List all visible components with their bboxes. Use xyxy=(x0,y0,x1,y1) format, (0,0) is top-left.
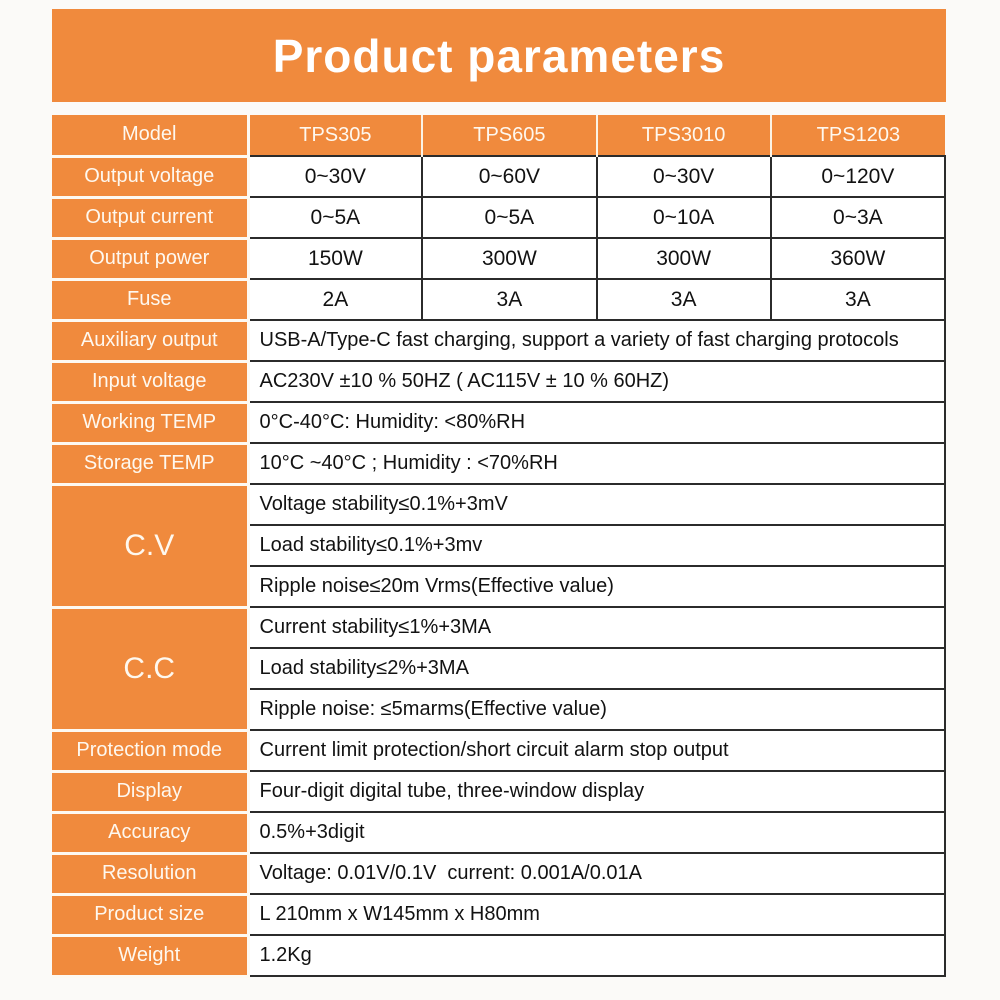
table-row xyxy=(52,812,945,853)
row-label: Accuracy xyxy=(52,812,248,853)
parameters-table-body xyxy=(52,115,945,976)
value-cell: 3A xyxy=(597,279,771,320)
row-label: Working TEMP xyxy=(52,402,248,443)
value-cell: 300W xyxy=(597,238,771,279)
table-row xyxy=(52,361,945,402)
table-row xyxy=(52,443,945,484)
table-row xyxy=(52,279,945,320)
table-row xyxy=(52,484,945,525)
row-label: Fuse xyxy=(52,279,248,320)
value-cell-full: Voltage: 0.01V/0.1V current: 0.001A/0.01A xyxy=(248,853,945,894)
value-cell: 0~120V xyxy=(771,156,945,197)
row-label: Storage TEMP xyxy=(52,443,248,484)
value-cell: 2A xyxy=(248,279,422,320)
column-header-cell: TPS3010 xyxy=(597,115,771,156)
value-cell: 300W xyxy=(422,238,596,279)
table-row xyxy=(52,853,945,894)
row-label: Protection mode xyxy=(52,730,248,771)
row-label: Resolution xyxy=(52,853,248,894)
value-cell: 3A xyxy=(771,279,945,320)
table-row xyxy=(52,730,945,771)
value-cell-full: 0°C-40°C: Humidity: <80%RH xyxy=(248,402,945,443)
title-banner xyxy=(52,9,946,102)
row-label: Input voltage xyxy=(52,361,248,402)
row-label: Weight xyxy=(52,935,248,976)
value-cell: 3A xyxy=(422,279,596,320)
value-cell-full: Four-digit digital tube, three-window display xyxy=(248,771,945,812)
row-label-group: C.C xyxy=(52,607,248,730)
table-row xyxy=(52,238,945,279)
table-row xyxy=(52,156,945,197)
value-cell: 0~10A xyxy=(597,197,771,238)
table-row xyxy=(52,894,945,935)
column-header-model-label: Model xyxy=(52,115,248,156)
row-label: Product size xyxy=(52,894,248,935)
row-label-group: C.V xyxy=(52,484,248,607)
row-label: Output voltage xyxy=(52,156,248,197)
column-header-cell: TPS1203 xyxy=(771,115,945,156)
row-label: Display xyxy=(52,771,248,812)
value-cell: 0~5A xyxy=(422,197,596,238)
value-cell-full: AC230V ±10 % 50HZ ( AC115V ± 10 % 60HZ) xyxy=(248,361,945,402)
table-row xyxy=(52,607,945,648)
value-cell: 360W xyxy=(771,238,945,279)
value-cell-full: Current stability≤1%+3MA xyxy=(248,607,945,648)
value-cell-full: Load stability≤0.1%+3mv xyxy=(248,525,945,566)
value-cell: 0~5A xyxy=(248,197,422,238)
value-cell-full: Current limit protection/short circuit alarm stop output xyxy=(248,730,945,771)
value-cell-full: Ripple noise: ≤5marms(Effective value) xyxy=(248,689,945,730)
value-cell-full: Load stability≤2%+3MA xyxy=(248,648,945,689)
value-cell-full: 1.2Kg xyxy=(248,935,945,976)
page-title: Product parameters xyxy=(272,29,726,82)
table-row xyxy=(52,115,945,156)
value-cell: 0~30V xyxy=(597,156,771,197)
row-label: Output power xyxy=(52,238,248,279)
table-row xyxy=(52,197,945,238)
value-cell: 150W xyxy=(248,238,422,279)
table-row xyxy=(52,402,945,443)
value-cell-full: Voltage stability≤0.1%+3mV xyxy=(248,484,945,525)
value-cell-full: 10°C ~40°C ; Humidity : <70%RH xyxy=(248,443,945,484)
value-cell-full: Ripple noise≤20m Vrms(Effective value) xyxy=(248,566,945,607)
table-row xyxy=(52,935,945,976)
column-header-cell: TPS305 xyxy=(248,115,422,156)
value-cell: 0~30V xyxy=(248,156,422,197)
value-cell-full: L 210mm x W145mm x H80mm xyxy=(248,894,945,935)
table-row xyxy=(52,771,945,812)
row-label: Output current xyxy=(52,197,248,238)
parameters-table xyxy=(52,115,946,978)
value-cell-full: USB-A/Type-C fast charging, support a variety of fast charging protocols xyxy=(248,320,945,361)
row-label: Auxiliary output xyxy=(52,320,248,361)
value-cell: 0~3A xyxy=(771,197,945,238)
column-header-cell: TPS605 xyxy=(422,115,596,156)
value-cell-full: 0.5%+3digit xyxy=(248,812,945,853)
table-row xyxy=(52,320,945,361)
value-cell: 0~60V xyxy=(422,156,596,197)
